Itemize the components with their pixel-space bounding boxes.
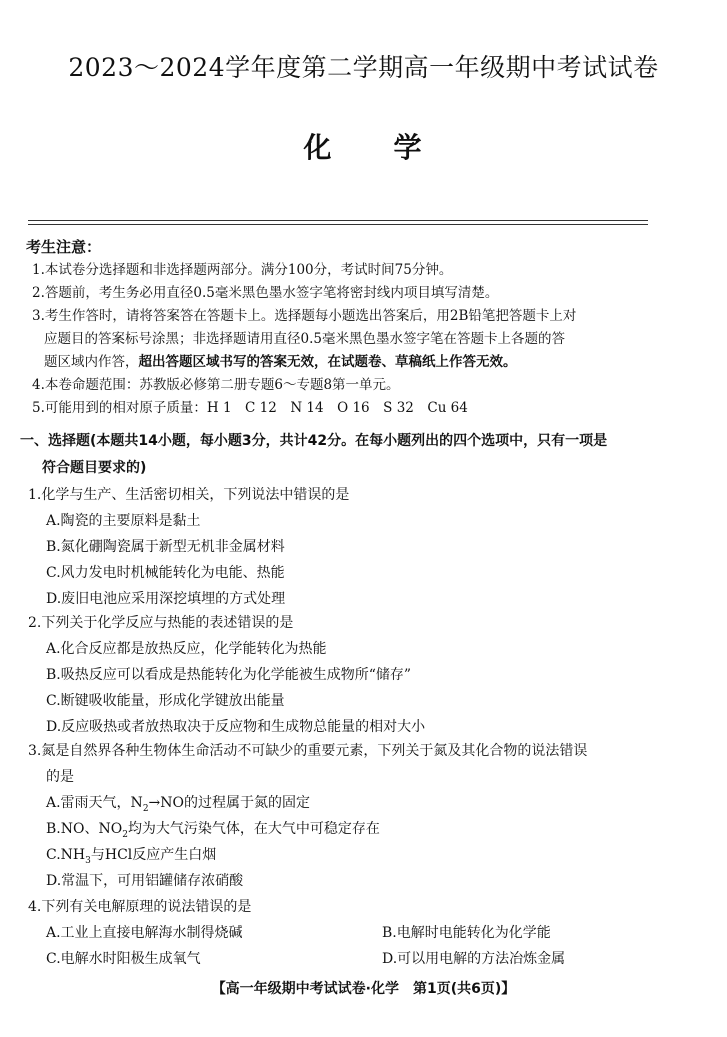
q3c-sub: 3 <box>85 855 91 866</box>
notice-warning: 超出答题区域书写的答案无效，在试题卷、草稿纸上作答无效。 <box>138 354 517 370</box>
question-4-option-b: B.电解时电能转化为化学能 <box>382 925 551 941</box>
question-3-option-b <box>46 818 380 840</box>
notice-item-2: 2.答题前，考生务必用直径0.5毫米黑色墨水签字笔将密封线内项目填写清楚。 <box>32 285 499 301</box>
question-4-option-a: A.工业上直接电解海水制得烧碱 <box>46 925 243 941</box>
question-3-stem-cont: 的是 <box>46 769 74 785</box>
notice-item-4: 4.本卷命题范围：苏教版必修第二册专题6～专题8第一单元。 <box>32 377 400 393</box>
exam-title: 2023～2024学年度第二学期高一年级期中考试试卷 <box>68 53 659 82</box>
question-3-option-a <box>46 792 310 814</box>
question-2-stem: 2.下列关于化学反应与热能的表述错误的是 <box>28 615 294 631</box>
q3a-post: →NO的过程属于氮的固定 <box>148 795 311 811</box>
section-heading: 一、选择题(本题共14小题，每小题3分，共计42分。在每小题列出的四个选项中，只有一项是 <box>20 433 608 449</box>
notice-heading: 考生注意： <box>26 238 102 256</box>
q3b-sub: 2 <box>122 829 128 840</box>
question-3-option-c <box>46 844 216 866</box>
subject-title: 化 学 <box>303 131 424 164</box>
notice-item-3: 3.考生作答时，请将答案答在答题卡上。选择题每小题选出答案后，用2B铅笔把答题卡上对 <box>32 308 577 324</box>
header-divider-top <box>28 220 648 221</box>
q3b-post: 均为大气污染气体，在大气中可稳定存在 <box>127 821 380 837</box>
question-2-option-b: B.吸热反应可以看成是热能转化为化学能被生成物所“储存” <box>46 667 412 683</box>
q3b-pre: B.NO、NO <box>46 821 123 837</box>
notice-item-3-cont: 应题目的答案标号涂黑；非选择题请用直径0.5毫米黑色墨水签字笔在答题卡上各题的答 <box>44 331 565 347</box>
question-3-stem: 3.氮是自然界各种生物体生命活动不可缺少的重要元素，下列关于氮及其化合物的说法错误 <box>28 743 588 759</box>
notice-item-3-end-plain: 题区域内作答， <box>44 354 139 370</box>
question-2-option-d: D.反应吸热或者放热取决于反应物和生成物总能量的相对大小 <box>46 719 426 735</box>
q3a-pre: A.雷雨天气，N <box>46 795 143 811</box>
notice-item-5: 5.可能用到的相对原子质量：H 1 C 12 N 14 O 16 S 32 Cu 64 <box>32 400 468 416</box>
question-1-option-d: D.废旧电池应采用深挖填埋的方式处理 <box>46 591 286 607</box>
question-2-option-a: A.化合反应都是放热反应，化学能转化为热能 <box>46 641 327 657</box>
question-1-option-c: C.风力发电时机械能转化为电能、热能 <box>46 565 285 581</box>
question-1-option-b: B.氮化硼陶瓷属于新型无机非金属材料 <box>46 539 285 555</box>
question-2-option-c: C.断键吸收能量，形成化学键放出能量 <box>46 693 285 709</box>
question-4-option-c: C.电解水时阳极生成氧气 <box>46 951 201 967</box>
notice-item-3-end <box>44 350 517 370</box>
header-divider-bottom <box>28 224 648 225</box>
notice-item-1: 1.本试卷分选择题和非选择题两部分。满分100分，考试时间75分钟。 <box>32 262 453 278</box>
question-1-stem: 1.化学与生产、生活密切相关，下列说法中错误的是 <box>28 487 350 503</box>
q3c-post: 与HCl反应产生白烟 <box>90 847 217 863</box>
section-heading-cont: 符合题目要求的) <box>42 460 147 476</box>
question-1-option-a: A.陶瓷的主要原料是黏土 <box>46 513 201 529</box>
question-4-stem: 4.下列有关电解原理的说法错误的是 <box>28 899 252 915</box>
question-4-option-d: D.可以用电解的方法冶炼金属 <box>382 951 566 967</box>
q3a-sub: 2 <box>142 803 149 814</box>
question-3-option-d: D.常温下，可用铝罐储存浓硝酸 <box>46 873 244 889</box>
page-footer: 【高一年级期中考试试卷·化学 第1页(共6页)】 <box>211 981 516 997</box>
q3c-pre: C.NH <box>46 847 86 863</box>
